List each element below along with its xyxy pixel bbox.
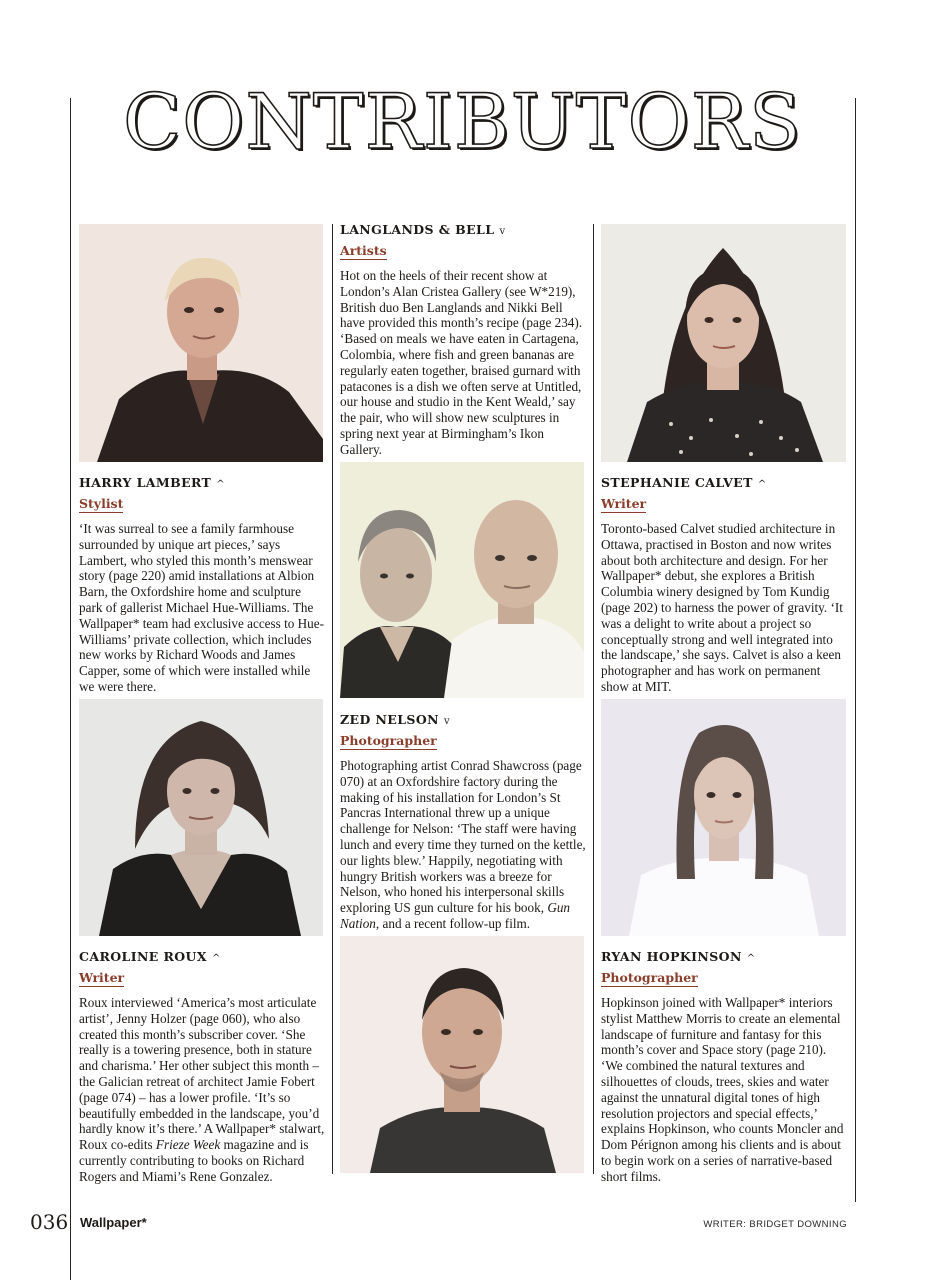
ryan-hopkinson-entry (601, 949, 849, 1185)
contributor-bio: Hopkinson joined with Wallpaper* interiors stylist Matthew Morris to create an elemental landscape of furniture and fantasy for this month’s cover and Space story (page 210). ‘We combined the natural textures and silhouettes of clouds, trees, skies and water against the unnatural digital tones of high resolution projectors and special effects,’ explains Hopkinson, who counts Moncler and Dom Pérignon among his clients and is about to begin work on a series of narrative-based short films. (601, 995, 844, 1184)
page-title: CONTRIBUTORS (122, 77, 803, 166)
contributor-name: RYAN HOPKINSON ^ (601, 949, 756, 964)
caroline-roux-photo (79, 699, 323, 936)
contributor-role: Artists (340, 243, 387, 258)
column-rule-1 (332, 224, 333, 1174)
contributor-bio: Roux interviewed ‘America’s most articulate artist’, Jenny Holzer (page 060), who also created this month’s subscriber cover. ‘She really is a towering presence, both in stature and charisma.’ Her other subject this month – the Galician retreat of architect Jamie Fobert (page 074) – has a lower profile. ‘It’s so beautifully embedded in the landscape, you’d hardly know it’s there.’ A Wallpaper* stalwart, Roux co-edits Frieze Week magazine and is currently contributing to books on Richard Rogers and Miami’s Rene Gonzalez. (79, 995, 325, 1184)
contributor-role: Stylist (79, 496, 124, 511)
column-rule-2 (593, 224, 594, 1174)
contributor-bio: Photographing artist Conrad Shawcross (page 070) at an Oxfordshire factory during the making of his installation for London’s St Pancras International threw up a unique challenge for Nelson: ‘The staff were having lunch and every time they turned on the kettle, our lights blew.’ Happily, negotiating with hungry British workers was a breeze for Nelson, who honed his interpersonal skills exploring US gun culture for his book, Gun Nation, and a recent follow-up film. (340, 758, 586, 931)
stephanie-calvet-entry (601, 475, 849, 695)
contributor-role: Photographer (340, 733, 437, 748)
writer-credit: WRITER: BRIDGET DOWNING (703, 1219, 847, 1230)
contributor-role: Photographer (601, 970, 698, 985)
zed-nelson-photo (340, 936, 584, 1173)
book-title: Gun Nation (340, 900, 571, 931)
magazine-title: Frieze Week (155, 1137, 221, 1153)
contributor-name: HARRY LAMBERT ^ (79, 475, 226, 490)
zed-nelson-entry (340, 712, 587, 932)
langlands-bell-entry (340, 222, 587, 458)
ryan-hopkinson-photo (601, 699, 846, 936)
page-number: 036 (30, 1210, 69, 1234)
right-margin-rule (855, 98, 856, 1202)
chevron-up-icon: ^ (757, 479, 767, 490)
chevron-up-icon: ^ (211, 953, 221, 964)
chevron-down-icon: v (499, 226, 506, 237)
contributor-name: STEPHANIE CALVET ^ (601, 475, 767, 490)
stephanie-calvet-photo (601, 224, 846, 462)
left-margin-rule (70, 98, 71, 1280)
contributor-bio: Toronto-based Calvet studied architecture in Ottawa, practised in Boston and now writes about both architecture and design. For her Wallpaper* debut, she explores a British Columbia winery designed by Tom Kundig (page 202) to harness the power of gravity. ‘It was a delight to write about a project so conceptually strong and well integrated into the landscape,’ she says. Calvet is also a keen photographer and has work on permanent show at MIT. (601, 521, 843, 694)
caroline-roux-entry (79, 949, 327, 1185)
contributor-role: Writer (601, 496, 647, 511)
contributor-name: ZED NELSON v (340, 712, 450, 727)
contributor-bio: ‘It was surreal to see a family farmhouse surrounded by unique art pieces,’ says Lambert, who styled this month’s menswear story (page 220) amid installations at Albion Barn, the Oxfordshire home and sculpture park of gallerist Michael Hue-Williams. The Wallpaper* team had exclusive access to Hue-Williams’ private collection, which includes new works by Richard Woods and James Capper, some of which were installed while we were there. (79, 521, 324, 694)
contributor-name: LANGLANDS & BELL v (340, 222, 506, 237)
chevron-up-icon: ^ (216, 479, 226, 490)
harry-lambert-entry (79, 475, 326, 695)
contributor-role: Writer (79, 970, 125, 985)
harry-lambert-photo (79, 224, 323, 462)
langlands-bell-photo (340, 462, 584, 698)
chevron-up-icon: ^ (746, 953, 756, 964)
chevron-down-icon: v (443, 716, 450, 727)
contributor-name: CAROLINE ROUX ^ (79, 949, 221, 964)
magazine-brand: Wallpaper* (80, 1215, 147, 1230)
contributor-bio: Hot on the heels of their recent show at London’s Alan Cristea Gallery (see W*219), British duo Ben Langlands and Nikki Bell have provided this month’s recipe (page 234). ‘Based on meals we have eaten in Cartagena, Colombia, where fish and green bananas are regularly eaten together, braised gurnard with patacones is a dish we often serve at Untitled, our house and studio in the Kent Weald,’ say the pair, who will show new sculptures in spring next year at Birmingham’s Ikon Gallery. (340, 268, 583, 457)
